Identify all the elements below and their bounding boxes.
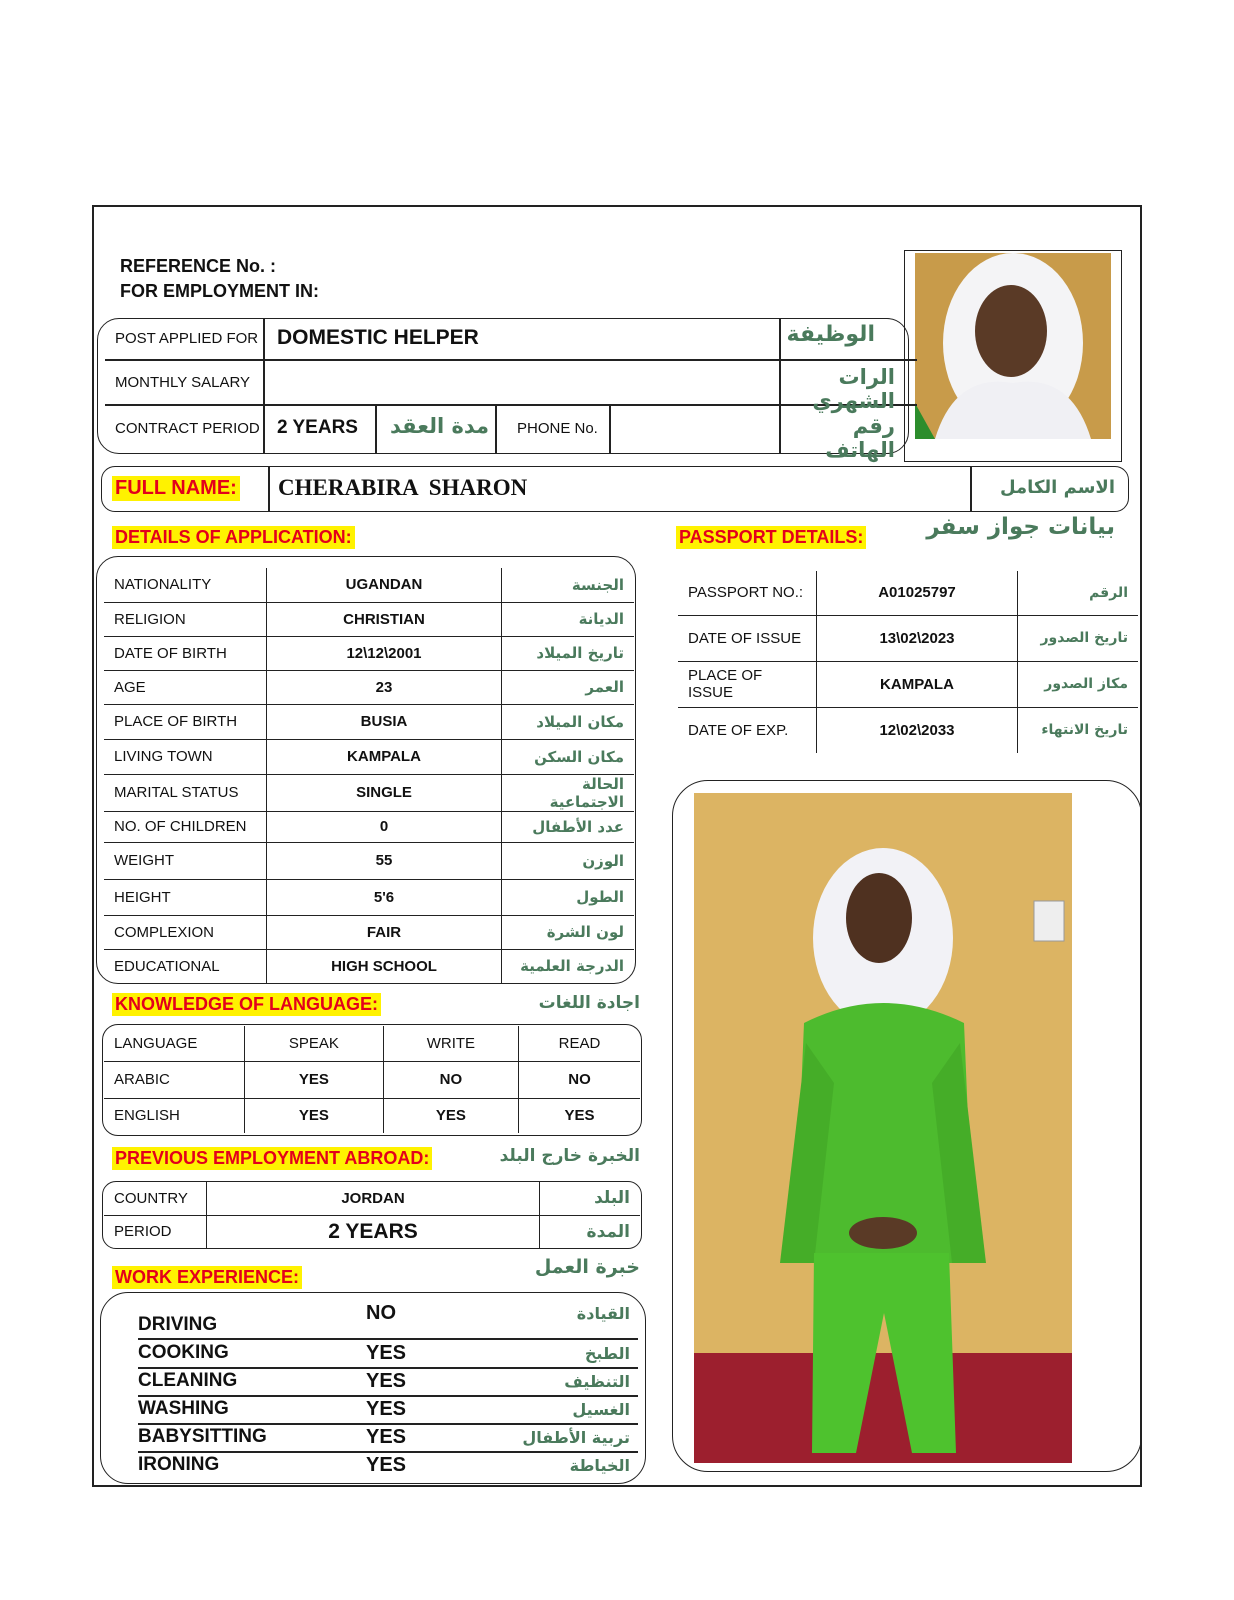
- contract-label: CONTRACT PERIOD: [115, 420, 260, 437]
- details-ar: لون الشرة: [502, 915, 635, 949]
- body-photo: [694, 793, 1072, 1463]
- passport-row: [678, 707, 1138, 753]
- details-row: [104, 739, 634, 774]
- work-label: WASHING: [138, 1398, 229, 1419]
- previous-title: PREVIOUS EMPLOYMENT ABROAD:: [112, 1147, 432, 1170]
- previous-value: JORDAN: [207, 1182, 540, 1215]
- details-value: HIGH SCHOOL: [267, 949, 502, 983]
- previous-ar: المدة: [586, 1221, 630, 1242]
- work-value: YES: [366, 1426, 407, 1448]
- details-ar: الدرجة العلمية: [520, 957, 624, 976]
- language-write: NO: [383, 1061, 518, 1098]
- passport-title: PASSPORT DETAILS:: [676, 526, 866, 549]
- work-row: [138, 1300, 638, 1340]
- work-ar: الخياطة: [569, 1456, 630, 1475]
- details-table: [104, 568, 634, 983]
- work-row: [138, 1424, 638, 1453]
- details-ar: عدد الأطفال: [502, 811, 635, 842]
- language-write: YES: [383, 1098, 518, 1133]
- passport-ar: تاريخ الانتهاء: [1041, 722, 1128, 739]
- header-block: [120, 254, 319, 304]
- details-ar: الوزن: [502, 842, 635, 879]
- details-value: SINGLE: [267, 774, 502, 811]
- previous-table: [104, 1182, 640, 1248]
- reference-label: REFERENCE No. :: [120, 256, 277, 276]
- work-value: NO: [366, 1302, 396, 1324]
- passport-row: [678, 615, 1138, 661]
- details-row: [104, 704, 634, 739]
- fullname-label: FULL NAME:: [112, 476, 240, 501]
- language-name: ARABIC: [104, 1061, 245, 1098]
- previous-title-ar: الخبرة خارج البلد: [499, 1146, 640, 1166]
- details-label: PLACE OF BIRTH: [104, 704, 267, 739]
- previous-ar: البلد: [540, 1182, 641, 1215]
- post-info-grid: [97, 318, 922, 462]
- portrait-photo-frame: [904, 250, 1122, 462]
- details-label: HEIGHT: [104, 879, 267, 915]
- passport-label: PLACE OF ISSUE: [678, 661, 817, 707]
- language-header-language: LANGUAGE: [104, 1026, 245, 1061]
- work-title-ar: خبرة العمل: [534, 1256, 640, 1278]
- work-row: [138, 1396, 638, 1425]
- details-ar: العمر: [502, 670, 635, 704]
- details-label: COMPLEXION: [104, 915, 267, 949]
- work-row: [138, 1368, 638, 1397]
- details-value: KAMPALA: [267, 739, 502, 774]
- details-title: DETAILS OF APPLICATION:: [112, 526, 355, 549]
- language-speak: YES: [245, 1061, 384, 1098]
- language-read: NO: [519, 1061, 640, 1098]
- language-name: ENGLISH: [104, 1098, 245, 1133]
- details-row: [104, 811, 634, 842]
- details-ar: الجنسة: [502, 568, 635, 602]
- work-label: DRIVING: [138, 1314, 218, 1335]
- details-value: 23: [267, 670, 502, 704]
- details-value: UGANDAN: [267, 568, 502, 602]
- work-ar: تربية الأطفال: [522, 1428, 630, 1447]
- contract-value: 2 YEARS: [277, 417, 358, 438]
- work-value: YES: [366, 1454, 407, 1476]
- previous-value: 2 YEARS: [207, 1215, 540, 1248]
- details-row: [104, 949, 634, 983]
- language-read: YES: [564, 1107, 595, 1125]
- details-label: EDUCATIONAL: [104, 949, 267, 983]
- employment-label: FOR EMPLOYMENT IN:: [120, 281, 319, 301]
- work-value: YES: [366, 1370, 407, 1392]
- passport-ar: تاريخ الصدور: [1018, 615, 1139, 661]
- work-row: [138, 1340, 638, 1369]
- passport-ar: الرقم: [1018, 571, 1139, 615]
- passport-label: DATE OF ISSUE: [678, 615, 817, 661]
- details-label: DATE OF BIRTH: [104, 636, 267, 670]
- passport-value: A01025797: [817, 571, 1018, 615]
- details-label: WEIGHT: [104, 842, 267, 879]
- contract-ar: مدة العقد: [389, 414, 489, 438]
- passport-title-ar: بيانات جواز سفر: [926, 514, 1115, 540]
- language-header-speak: SPEAK: [245, 1026, 384, 1061]
- post-value: DOMESTIC HELPER: [277, 326, 479, 349]
- language-table: [104, 1026, 640, 1133]
- fullname-ar: الاسم الكامل: [999, 477, 1115, 498]
- details-ar: مكان الميلاد: [502, 704, 635, 739]
- work-label: CLEANING: [138, 1370, 238, 1391]
- details-label: NATIONALITY: [104, 568, 267, 602]
- passport-table: [678, 571, 1138, 753]
- work-label: COOKING: [138, 1342, 229, 1363]
- portrait-photo: [915, 253, 1111, 439]
- details-ar: مكان السكن: [502, 739, 635, 774]
- work-title: WORK EXPERIENCE:: [112, 1266, 302, 1289]
- work-value: YES: [366, 1342, 407, 1364]
- fullname-value: CHERABIRA SHARON: [278, 475, 528, 500]
- details-row: [104, 842, 634, 879]
- details-row: [104, 915, 634, 949]
- work-label: BABYSITTING: [138, 1426, 267, 1447]
- details-row: [104, 774, 634, 811]
- details-row: [104, 568, 634, 602]
- details-label: NO. OF CHILDREN: [104, 811, 267, 842]
- previous-row-period: [104, 1215, 640, 1248]
- phone-label: PHONE No.: [517, 420, 598, 437]
- previous-label: PERIOD: [104, 1215, 207, 1248]
- language-title-ar: اجادة اللغات: [538, 993, 640, 1013]
- details-value: 0: [267, 811, 502, 842]
- language-row-english: [104, 1098, 640, 1133]
- work-value: YES: [366, 1398, 407, 1420]
- details-label: LIVING TOWN: [104, 739, 267, 774]
- details-value: 5'6: [267, 879, 502, 915]
- language-header-write: WRITE: [383, 1026, 518, 1061]
- work-ar: التنظيف: [564, 1372, 630, 1391]
- passport-value: KAMPALA: [817, 661, 1018, 707]
- post-ar: الوظيفة: [786, 322, 875, 347]
- salary-label: MONTHLY SALARY: [115, 374, 251, 391]
- details-row: [104, 602, 634, 636]
- details-row: [104, 879, 634, 915]
- details-row: [104, 636, 634, 670]
- language-row-arabic: [104, 1061, 640, 1098]
- details-ar: تاريخ الميلاد: [502, 636, 635, 670]
- work-ar: الغسيل: [572, 1400, 630, 1419]
- details-label: MARITAL STATUS: [104, 774, 267, 811]
- previous-label: COUNTRY: [104, 1182, 207, 1215]
- details-ar: الطول: [502, 879, 635, 915]
- passport-row: [678, 571, 1138, 615]
- work-row: [138, 1452, 638, 1479]
- details-label: RELIGION: [104, 602, 267, 636]
- passport-label: PASSPORT NO.:: [678, 571, 817, 615]
- work-label: IRONING: [138, 1454, 220, 1475]
- passport-value: 12\02\2033: [817, 707, 1018, 753]
- passport-row: [678, 661, 1138, 707]
- details-value: FAIR: [267, 915, 502, 949]
- details-value: 12\12\2001: [267, 636, 502, 670]
- post-label: POST APPLIED FOR: [115, 330, 259, 347]
- passport-ar: مكاز الصدور: [1018, 661, 1139, 707]
- passport-value: 13\02\2023: [817, 615, 1018, 661]
- language-header-read: READ: [519, 1026, 640, 1061]
- details-ar: الديانة: [502, 602, 635, 636]
- details-label: AGE: [104, 670, 267, 704]
- details-value: BUSIA: [267, 704, 502, 739]
- details-row: [104, 670, 634, 704]
- language-speak: YES: [245, 1098, 384, 1133]
- salary-ar: الرات الشهري: [812, 365, 895, 413]
- details-value: CHRISTIAN: [267, 602, 502, 636]
- work-ar: القيادة: [576, 1304, 630, 1323]
- phone-ar: رقم الهاتف: [825, 414, 895, 462]
- passport-label: DATE OF EXP.: [678, 707, 817, 753]
- details-ar: الحالة الاجتماعية: [502, 774, 635, 811]
- previous-row-country: [104, 1182, 640, 1215]
- language-title: KNOWLEDGE OF LANGUAGE:: [112, 993, 381, 1016]
- details-value: 55: [267, 842, 502, 879]
- work-ar: الطبخ: [584, 1344, 630, 1363]
